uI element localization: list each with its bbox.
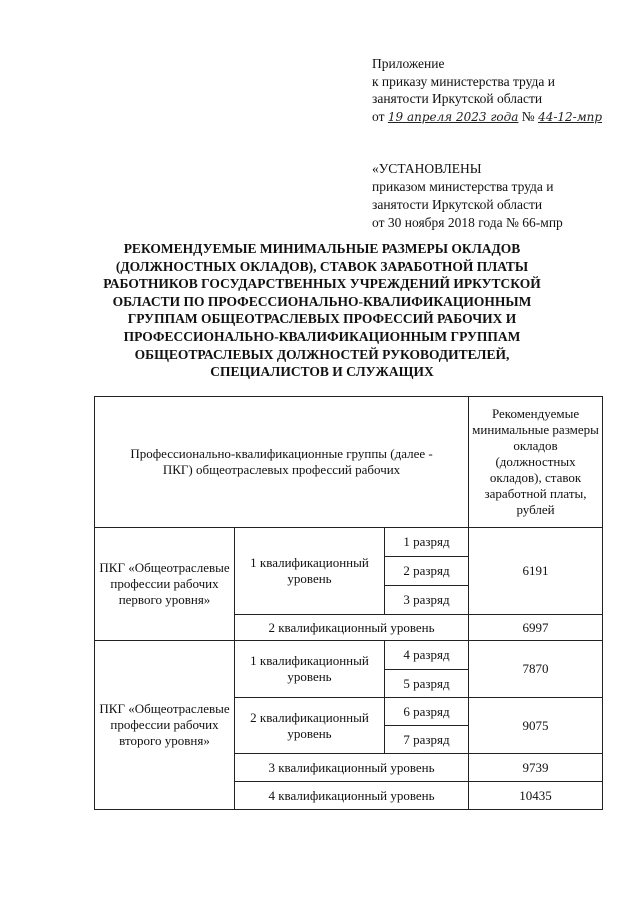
header-groups-cell: Профессионально-квалификационные группы (далее - ПКГ) общеотраслевых профессий рабочих — [95, 397, 469, 528]
pkg1-grade3-cell: 3 разряд — [385, 586, 469, 615]
approved-line-3: занятости Иркутской области — [372, 197, 543, 212]
pkg2-level2-cell: 2 квалификационный уровень — [235, 698, 385, 754]
appendix-date-line — [372, 108, 632, 127]
pkg2-grade4-cell: 4 разряд — [385, 641, 469, 670]
approved-line-1: «УСТАНОВЛЕНЫ — [372, 161, 482, 176]
pkg1-name-cell: ПКГ «Общеотраслевые профессии рабочих первого уровня» — [95, 528, 235, 641]
handwritten-date: 19 апреля 2023 года — [387, 109, 519, 124]
pkg1-level1-cell: 1 квалификационный уровень — [235, 528, 385, 615]
header-salary-cell: Рекомендуемые минимальные размеры окладов (должностных окладов), ставок заработной платы, рублей — [469, 397, 603, 528]
pkg1-level2-cell: 2 квалификационный уровень — [235, 615, 469, 641]
pkg2-grade5-cell: 5 разряд — [385, 670, 469, 698]
table-row — [95, 641, 603, 670]
table-header-row — [95, 397, 603, 528]
pkg2-grade7-cell: 7 разряд — [385, 726, 469, 754]
pkg1-level2-salary-cell: 6997 — [469, 615, 603, 641]
pkg2-level2-salary-cell: 9075 — [469, 698, 603, 754]
number-sign: № — [521, 108, 535, 124]
appendix-line-3: занятости Иркутской области — [372, 91, 543, 106]
approved-block — [372, 160, 632, 232]
pkg2-level4-cell: 4 квалификационный уровень — [235, 782, 469, 810]
pkg1-grade1-cell: 1 разряд — [385, 528, 469, 557]
pkg1-grade2-cell: 2 разряд — [385, 557, 469, 586]
document-title: РЕКОМЕНДУЕМЫЕ МИНИМАЛЬНЫЕ РАЗМЕРЫ ОКЛАДОВ (ДОЛЖНОСТНЫХ ОКЛАДОВ), СТАВОК ЗАРАБОТНОЙ ПЛАТЫ РАБОТНИКОВ ГОСУДАРСТВЕННЫХ УЧРЕЖДЕНИЙ ИРКУТСКОЙ ОБЛАСТИ ПО ПРОФЕССИОНАЛЬНО-КВАЛИФИКАЦИОННЫМ ГРУППАМ ОБЩЕОТРАСЛЕВЫХ ПРОФЕССИЙ РАБОЧИХ И ПРОФЕССИОНАЛЬНО-КВАЛИФИКАЦИОННЫМ ГРУППАМ ОБЩЕОТРАСЛЕВЫХ ДОЛЖНОСТЕЙ РУКОВОДИТЕЛЕЙ, СПЕЦИАЛИСТОВ И СЛУЖАЩИХ — [103, 241, 541, 380]
pkg2-level3-salary-cell: 9739 — [469, 754, 603, 782]
pkg2-grade6-cell: 6 разряд — [385, 698, 469, 726]
pkg2-level4-salary-cell: 10435 — [469, 782, 603, 810]
handwritten-number: 44-12-мпр — [538, 109, 603, 124]
pkg2-level3-cell: 3 квалификационный уровень — [235, 754, 469, 782]
pkg2-level1-salary-cell: 7870 — [469, 641, 603, 698]
approved-line-2: приказом министерства труда и — [372, 179, 554, 194]
pkg1-level1-salary-cell: 6191 — [469, 528, 603, 615]
appendix-from-prefix: от — [372, 108, 385, 124]
approved-line-4: от 30 ноября 2018 года № 66-мпр — [372, 215, 563, 230]
salary-table — [94, 396, 603, 810]
appendix-line-1: Приложение — [372, 56, 445, 71]
appendix-block — [372, 55, 632, 126]
table-row — [95, 528, 603, 557]
appendix-line-2: к приказу министерства труда и — [372, 73, 555, 89]
pkg2-name-cell: ПКГ «Общеотраслевые профессии рабочих второго уровня» — [95, 641, 235, 810]
pkg2-level1-cell: 1 квалификационный уровень — [235, 641, 385, 698]
